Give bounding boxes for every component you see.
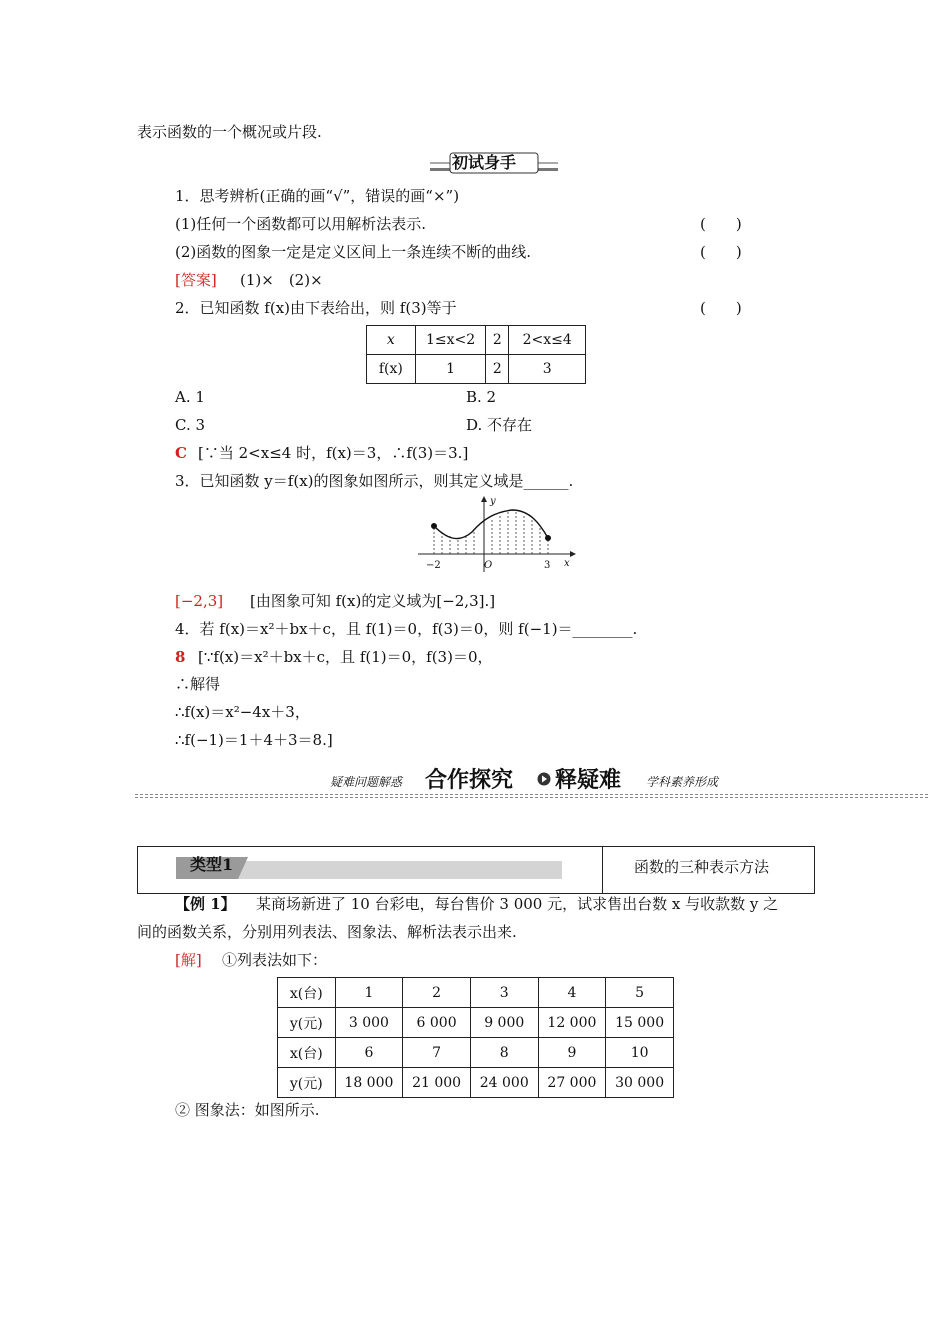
table-cell: 2 xyxy=(403,978,471,1008)
type1-box xyxy=(137,846,815,894)
table-cell: y(元) xyxy=(278,1068,336,1098)
q2-option-c: C. 3 xyxy=(175,416,206,434)
table-cell: 4 xyxy=(538,978,606,1008)
q1-item1-paren: ( ) xyxy=(700,215,742,233)
q2-option-d: D. 不存在 xyxy=(466,416,533,434)
banner2-title-b: 释疑难 xyxy=(555,767,622,793)
table-cell: 21 000 xyxy=(403,1068,471,1098)
banner2-arrow-icon xyxy=(537,772,551,786)
banner2-divider xyxy=(135,797,928,798)
example1-solution-text: ①列表法如下： xyxy=(222,951,328,969)
q2-table-cell: 1 xyxy=(415,355,486,384)
q2-answer-text: [∵当 2<x≤4 时，f(x)＝3，∴f(3)＝3.] xyxy=(198,444,469,462)
q3-stem: 3．已知函数 y＝f(x)的图象如图所示，则其定义域是______. xyxy=(175,472,574,490)
q1-stem: 1．思考辨析(正确的画“√”，错误的画“×”) xyxy=(175,187,460,205)
example1-graph-method: ② 图象法：如图所示. xyxy=(175,1101,320,1119)
example1-tag: 【例 1】 xyxy=(175,895,236,913)
banner2-left-text: 疑难问题解惑 xyxy=(330,775,403,789)
table-cell: 9 000 xyxy=(470,1008,538,1038)
q2-table-cell: 3 xyxy=(509,355,586,384)
section-try-title: 初试身手 xyxy=(452,153,517,172)
q4-answer-value: 8 xyxy=(175,648,186,666)
table-cell: 9 xyxy=(538,1038,606,1068)
table-cell: 30 000 xyxy=(606,1068,674,1098)
banner2-divider xyxy=(135,794,928,795)
example1-line2: 间的函数关系，分别用列表法、图象法、解析法表示出来. xyxy=(137,923,517,941)
q2-answer-letter: C xyxy=(175,444,187,462)
q4-stem: 4．若 f(x)＝x²＋bx＋c，且 f(1)＝0，f(3)＝0，则 f(−1)＝________. xyxy=(175,620,638,638)
q4-solution-line3: ∴f(x)＝x²−4x＋3， xyxy=(175,703,310,721)
table-cell: 15 000 xyxy=(606,1008,674,1038)
banner2-title-a: 合作探究 xyxy=(425,767,514,793)
q3-answer-domain: [−2,3] xyxy=(175,592,224,610)
table-cell: x(台) xyxy=(278,1038,336,1068)
q1-answer-tag: [答案] xyxy=(175,271,217,289)
q2-table-cell: 2 xyxy=(486,326,509,355)
table-cell: 7 xyxy=(403,1038,471,1068)
table-cell: 8 xyxy=(470,1038,538,1068)
table-cell: x(台) xyxy=(278,978,336,1008)
q4-solution-line2: ∴解得 xyxy=(175,675,221,693)
q3-graph-tick-neg2: −2 xyxy=(426,560,441,571)
q4-solution-line1: [∵f(x)＝x²＋bx＋c，且 f(1)＝0，f(3)＝0， xyxy=(198,648,493,666)
q2-paren: ( ) xyxy=(700,299,742,317)
table-cell: 18 000 xyxy=(335,1068,403,1098)
table-cell: 24 000 xyxy=(470,1068,538,1098)
q3-graph-y-label: y xyxy=(490,496,496,507)
type1-label-bar xyxy=(176,855,562,881)
q4-solution-line4: ∴f(−1)＝1＋4＋3＝8.] xyxy=(175,731,333,749)
type1-title: 函数的三种表示方法 xyxy=(634,858,770,876)
table-cell: 3 000 xyxy=(335,1008,403,1038)
table-cell: 1 xyxy=(335,978,403,1008)
q2-table-cell: 2<x≤4 xyxy=(509,326,586,355)
table-cell: 3 xyxy=(470,978,538,1008)
banner2-right-text: 学科素养形成 xyxy=(646,775,719,789)
table-cell: 5 xyxy=(606,978,674,1008)
q2-table-cell: x xyxy=(367,326,416,355)
q2-table-cell: 1≤x<2 xyxy=(415,326,486,355)
table-cell: 6 000 xyxy=(403,1008,471,1038)
q2-option-b: B. 2 xyxy=(466,388,497,406)
q3-answer-text: [由图象可知 f(x)的定义域为[−2,3].] xyxy=(250,592,496,610)
type1-label: 类型1 xyxy=(190,855,234,874)
q2-table-cell: 2 xyxy=(486,355,509,384)
example1-solution-tag: [解] xyxy=(175,951,202,969)
table-cell: 27 000 xyxy=(538,1068,606,1098)
q1-item1: (1)任何一个函数都可以用解析法表示. xyxy=(175,215,427,233)
q2-table xyxy=(366,325,586,384)
table-cell: y(元) xyxy=(278,1008,336,1038)
type1-separator xyxy=(602,847,603,893)
q2-stem: 2．已知函数 f(x)由下表给出，则 f(3)等于 xyxy=(175,299,457,317)
q1-item2-paren: ( ) xyxy=(700,243,742,261)
q2-option-a: A. 1 xyxy=(175,388,205,406)
q3-function-graph xyxy=(412,494,577,576)
example1-table xyxy=(277,977,674,1098)
example1-line1: 某商场新进了 10 台彩电，每台售价 3 000 元，试求售出台数 x 与收款数 y 之 xyxy=(256,895,779,913)
table-cell: 12 000 xyxy=(538,1008,606,1038)
table-cell: 10 xyxy=(606,1038,674,1068)
table-cell: 6 xyxy=(335,1038,403,1068)
q1-item2: (2)函数的图象一定是定义区间上一条连续不断的曲线. xyxy=(175,243,532,261)
q3-graph-x-label: x xyxy=(564,558,570,569)
q1-answer-text: (1)× (2)× xyxy=(240,271,323,289)
q3-graph-origin: O xyxy=(484,560,493,571)
q3-graph-tick-3: 3 xyxy=(544,560,551,571)
intro-line: 表示函数的一个概况或片段. xyxy=(137,123,322,141)
q2-table-cell: f(x) xyxy=(367,355,416,384)
